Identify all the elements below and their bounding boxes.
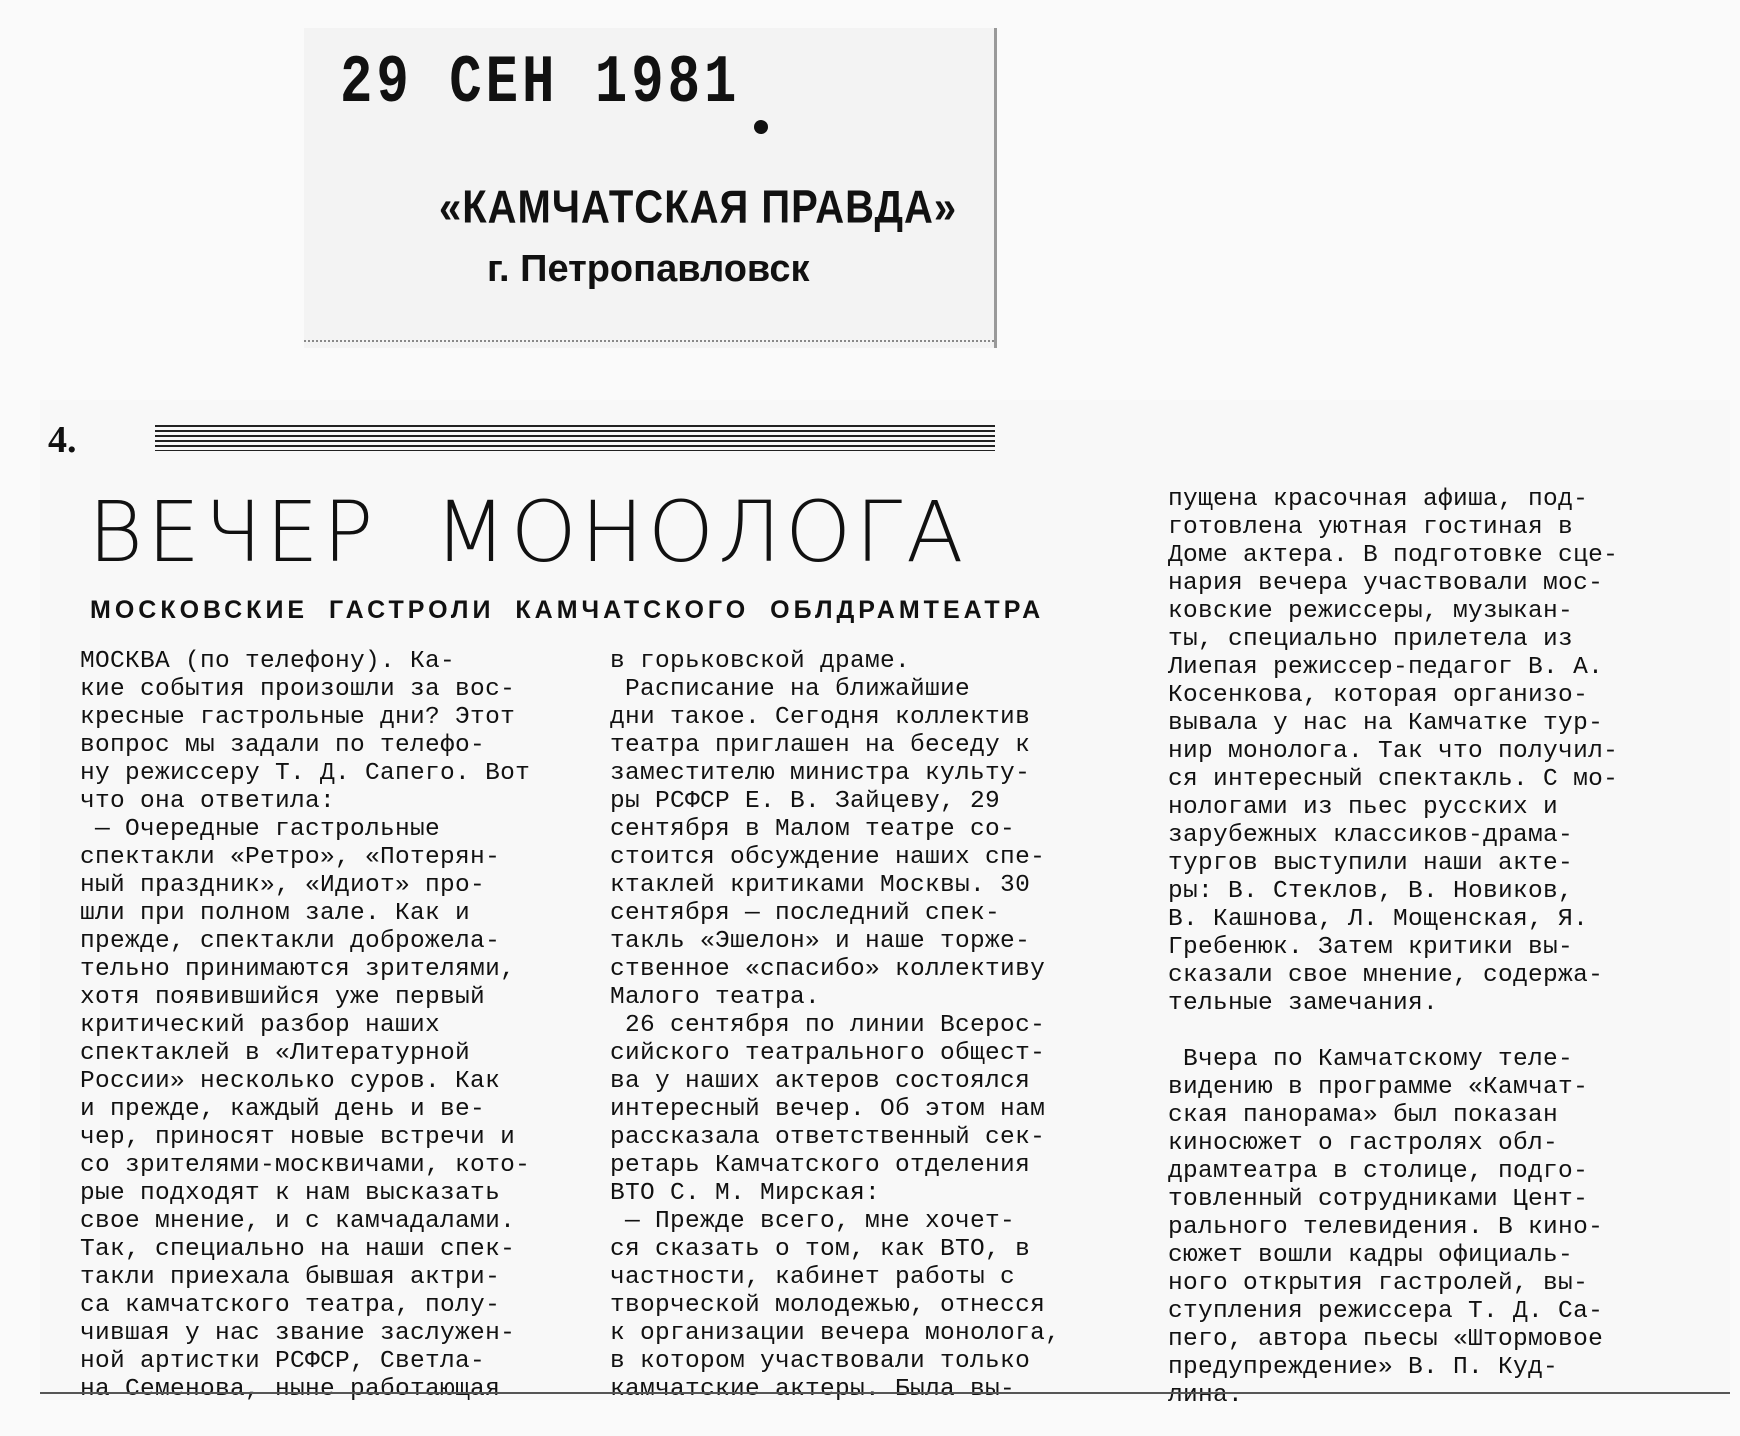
text-line: заместителю министра культу- xyxy=(610,760,1031,787)
text-line: ретарь Камчатского отделения xyxy=(610,1152,1031,1179)
stamp-city: г. Петропавловск xyxy=(487,248,810,290)
text-line: сентября — последний спек- xyxy=(610,900,1001,927)
text-line: предупреждение» В. П. Куд- xyxy=(1168,1354,1559,1381)
text-line: Так, специально на наши спек- xyxy=(80,1236,516,1263)
text-line: ва у наших актеров состоялся xyxy=(610,1068,1031,1095)
text-line: тельно принимаются зрителями, xyxy=(80,956,516,983)
text-line: ры РСФСР Е. В. Зайцеву, 29 xyxy=(610,788,1001,815)
text-line: товленный сотрудниками Цент- xyxy=(1168,1186,1589,1213)
article-column-3 xyxy=(1168,486,1698,1410)
text-line: ры: В. Стеклов, В. Новиков, xyxy=(1168,878,1574,905)
text-line: спектакли «Ретро», «Потерян- xyxy=(80,844,501,871)
text-line: ковские режиссеры, музыкан- xyxy=(1168,598,1574,625)
stamp-dot xyxy=(754,120,768,134)
text-line: шли при полном зале. Как и xyxy=(80,900,471,927)
page-header-rule xyxy=(155,425,995,451)
text-line: частности, кабинет работы с xyxy=(610,1264,1016,1291)
text-line: свое мнение, и с камчадалами. xyxy=(80,1208,516,1235)
archive-stamp xyxy=(304,28,997,348)
text-line: са камчатского театра, полу- xyxy=(80,1292,501,1319)
text-line: Лиепая режиссер-педагог В. А. xyxy=(1168,654,1604,681)
page-number: 4. xyxy=(48,419,77,461)
text-line: чер, приносят новые встречи и xyxy=(80,1124,516,1151)
text-line: ская панорама» был показан xyxy=(1168,1102,1559,1129)
text-line: творческой молодежью, отнесся xyxy=(610,1292,1046,1319)
text-line: лина. xyxy=(1168,1382,1244,1409)
text-line: пего, автора пьесы «Штормовое xyxy=(1168,1326,1604,1353)
text-line: Вчера по Камчатскому теле- xyxy=(1168,1046,1574,1073)
text-line: России» несколько суров. Как xyxy=(80,1068,501,1095)
text-line: готовлена уютная гостиная в xyxy=(1168,514,1574,541)
article-title: ВЕЧЕР МОНОЛОГА xyxy=(88,483,968,581)
text-line: ну режиссеру Т. Д. Сапего. Вот xyxy=(80,760,531,787)
text-line: в котором участвовали только xyxy=(610,1348,1031,1375)
text-line: вопрос мы задали по телефо- xyxy=(80,732,486,759)
text-line: видению в программе «Камчат- xyxy=(1168,1074,1589,1101)
text-line: кресные гастрольные дни? Этот xyxy=(80,704,516,731)
text-line: — Прежде всего, мне хочет- xyxy=(610,1208,1016,1235)
text-line: драмтеатра в столице, подго- xyxy=(1168,1158,1589,1185)
text-line: пущена красочная афиша, под- xyxy=(1168,486,1589,513)
text-line: — Очередные гастрольные xyxy=(80,816,441,843)
text-line: ся сказать о том, как ВТО, в xyxy=(610,1236,1031,1263)
article-column-1 xyxy=(80,648,580,1404)
text-line: ственное «спасибо» коллективу xyxy=(610,956,1046,983)
text-line: сийского театрального общест- xyxy=(610,1040,1046,1067)
text-line: 26 сентября по линии Всерос- xyxy=(610,1012,1046,1039)
text-line: МОСКВА (по телефону). Ка- xyxy=(80,648,456,675)
stamp-date: 29 СЕН 1981 xyxy=(340,46,741,123)
text-line: что она ответила: xyxy=(80,788,336,815)
text-line: ступления режиссера Т. Д. Са- xyxy=(1168,1298,1604,1325)
stamp-newspaper-name: «КАМЧАТСКАЯ ПРАВДА» xyxy=(439,182,958,233)
stamp-divider xyxy=(304,340,994,342)
text-line: сентября в Малом театре со- xyxy=(610,816,1016,843)
article-column-2 xyxy=(610,648,1140,1404)
text-line: нологами из пьес русских и xyxy=(1168,794,1559,821)
text-line: ты, специально прилетела из xyxy=(1168,626,1574,653)
text-line: нария вечера участвовали мос- xyxy=(1168,570,1604,597)
text-line: Расписание на ближайшие xyxy=(610,676,971,703)
text-line: нир монолога. Так что получил- xyxy=(1168,738,1619,765)
text-line: стоится обсуждение наших спе- xyxy=(610,844,1046,871)
text-line: на Семенова, ныне работающая xyxy=(80,1376,501,1403)
text-line: зарубежных классиков-драма- xyxy=(1168,822,1574,849)
text-line: ный праздник», «Идиот» про- xyxy=(80,872,486,899)
text-line: рые подходят к нам высказать xyxy=(80,1180,501,1207)
text-line: рального телевидения. В кино- xyxy=(1168,1214,1604,1241)
clipping-bottom-edge xyxy=(40,1392,1730,1394)
text-line: Гребенюк. Затем критики вы- xyxy=(1168,934,1574,961)
text-line: чившая у нас звание заслужен- xyxy=(80,1320,516,1347)
text-line: прежде, спектакли доброжела- xyxy=(80,928,501,955)
text-line: Доме актера. В подготовке сце- xyxy=(1168,542,1619,569)
text-line: такли приехала бывшая актри- xyxy=(80,1264,501,1291)
text-line: ной артистки РСФСР, Светла- xyxy=(80,1348,486,1375)
text-line: в горьковской драме. xyxy=(610,648,911,675)
text-line: театра приглашен на беседу к xyxy=(610,732,1031,759)
text-line: ктаклей критиками Москвы. 30 xyxy=(610,872,1031,899)
text-line: ВТО С. М. Мирская: xyxy=(610,1180,881,1207)
text-line: вывала у нас на Камчатке тур- xyxy=(1168,710,1604,737)
text-line: рассказала ответственный сек- xyxy=(610,1124,1046,1151)
text-line: Косенкова, которая организо- xyxy=(1168,682,1589,709)
text-line: ся интересный спектакль. С мо- xyxy=(1168,766,1619,793)
text-line: тургов выступили наши акте- xyxy=(1168,850,1574,877)
text-line: хотя появившийся уже первый xyxy=(80,984,486,1011)
text-line: к организации вечера монолога, xyxy=(610,1320,1061,1347)
text-line: дни такое. Сегодня коллектив xyxy=(610,704,1031,731)
text-line: такль «Эшелон» и наше торже- xyxy=(610,928,1031,955)
text-line: сказали свое мнение, содержа- xyxy=(1168,962,1604,989)
article-subtitle: МОСКОВСКИЕ ГАСТРОЛИ КАМЧАТСКОГО ОБЛДРАМТЕАТРА xyxy=(90,596,1045,624)
text-line: ного открытия гастролей, вы- xyxy=(1168,1270,1589,1297)
text-line: В. Кашнова, Л. Мощенская, Я. xyxy=(1168,906,1589,933)
text-line: интересный вечер. Об этом нам xyxy=(610,1096,1046,1123)
text-line: киносюжет о гастролях обл- xyxy=(1168,1130,1559,1157)
text-line: со зрителями-москвичами, кото- xyxy=(80,1152,531,1179)
text-line: тельные замечания. xyxy=(1168,990,1439,1017)
text-line: камчатские актеры. Была вы- xyxy=(610,1376,1016,1403)
text-line: сюжет вошли кадры официаль- xyxy=(1168,1242,1574,1269)
text-line: Малого театра. xyxy=(610,984,821,1011)
text-line: и прежде, каждый день и ве- xyxy=(80,1096,486,1123)
text-line xyxy=(1168,1018,1698,1046)
text-line: критический разбор наших xyxy=(80,1012,441,1039)
text-line: кие события произошли за вос- xyxy=(80,676,516,703)
text-line: спектаклей в «Литературной xyxy=(80,1040,471,1067)
